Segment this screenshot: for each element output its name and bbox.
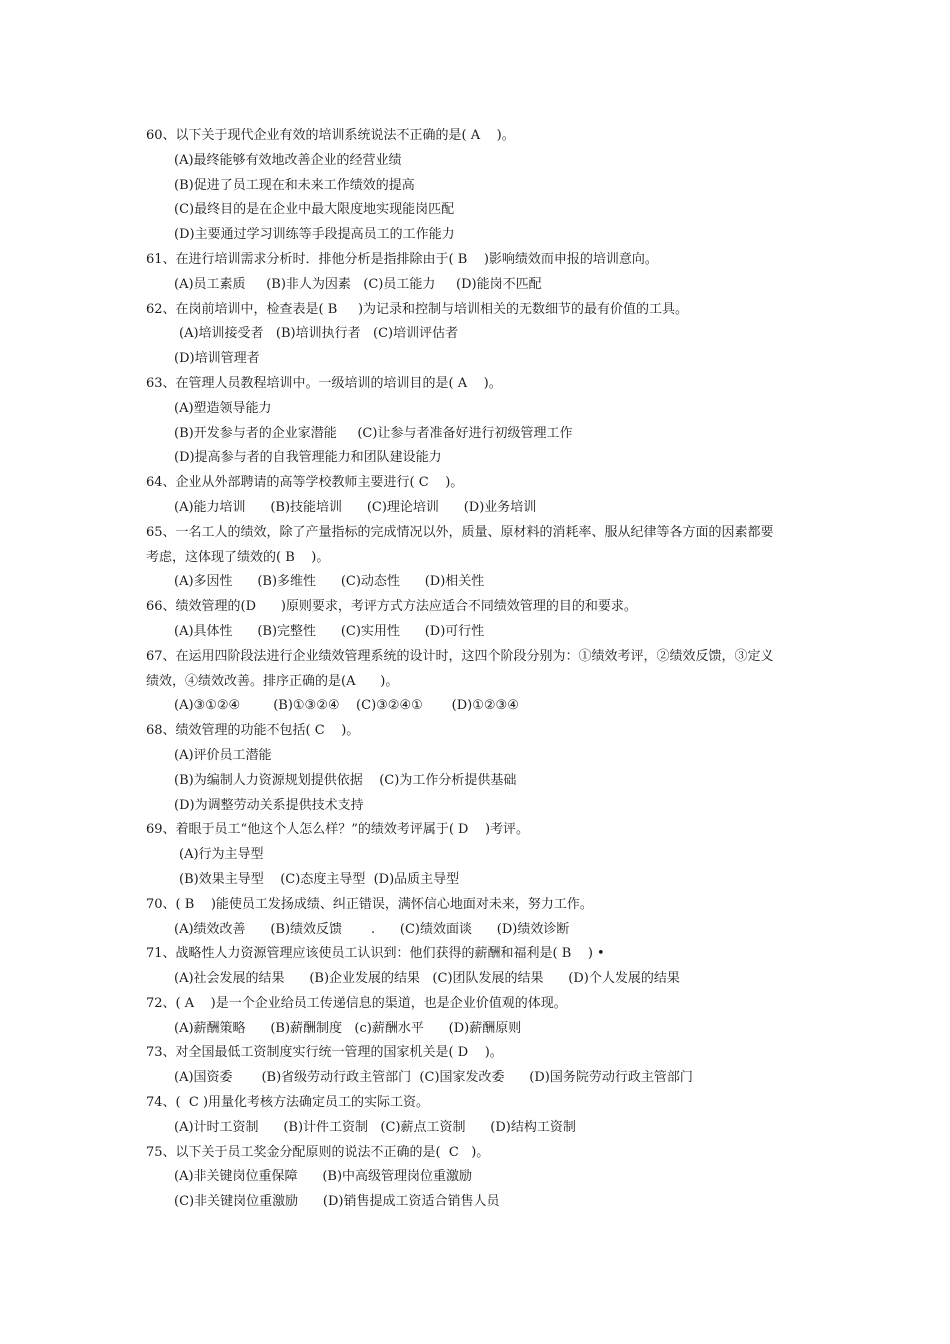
question-line: 72、( A )是一个企业给员工传递信息的渠道，也是企业价值观的体现。	[146, 995, 567, 1011]
option-line: (A)绩效改善 (B)绩效反馈 . (C)绩效面谈 (D)绩效诊断	[174, 921, 570, 937]
option-line: (C)最终目的是在企业中最大限度地实现能岗匹配	[174, 202, 455, 218]
option-line: (A)行为主导型	[179, 847, 264, 863]
question-line: 64、企业从外部聘请的高等学校教师主要进行( C )。	[146, 475, 464, 491]
option-line: (A)培训接受者 (B)培训执行者 (C)培训评估者	[179, 326, 459, 342]
question-line: 75、以下关于员工奖金分配原则的说法不正确的是( C )。	[146, 1144, 490, 1160]
option-line: (A)能力培训 (B)技能培训 (C)理论培训 (D)业务培训	[174, 499, 537, 515]
option-line: (A)具体性 (B)完整性 (C)实用性 (D)可行性	[174, 623, 485, 639]
option-line: (D)主要通过学习训练等手段提高员工的工作能力	[174, 227, 455, 243]
option-line: (B)效果主导型 (C)态度主导型 (D)品质主导型	[179, 871, 460, 887]
option-line: (A)计时工资制 (B)计件工资制 (C)薪点工资制 (D)结构工资制	[174, 1119, 576, 1135]
question-line: 68、绩效管理的功能不包括( C )。	[146, 723, 360, 739]
option-line: (D)提高参与者的自我管理能力和团队建设能力	[174, 450, 442, 466]
question-line: 考虑，这体现了绩效的( B )。	[146, 549, 330, 565]
question-list	[146, 124, 816, 1215]
question-line: 74、( C )用量化考核方法确定员工的实际工资。	[146, 1095, 430, 1111]
question-line: 73、对全国最低工资制度实行统一管理的国家机关是( D )。	[146, 1045, 503, 1061]
question-line: 绩效，④绩效改善。排序正确的是(A )。	[146, 673, 399, 689]
option-line: (C)非关键岗位重激励 (D)销售提成工资适合销售人员	[174, 1194, 500, 1210]
option-line: (A)国资委 (B)省级劳动行政主管部门 (C)国家发改委 (D)国务院劳动行政主管部门	[174, 1070, 693, 1086]
option-line: (A)评价员工潜能	[174, 747, 272, 763]
option-line: (A)塑造领导能力	[174, 400, 272, 416]
question-line: 69、着眼于员工“他这个人怎么样？”的绩效考评属于( D )考评。	[146, 822, 530, 838]
option-line: (A)薪酬策略 (B)薪酬制度 (c)薪酬水平 (D)薪酬原则	[174, 1020, 522, 1036]
question-line: 60、以下关于现代企业有效的培训系统说法不正确的是( A )。	[146, 128, 515, 143]
option-line: (D)为调整劳动关系提供技术支持	[174, 797, 364, 813]
option-line: (A)③①②④ (B)①③②④ (C)③②④① (D)①②③④	[174, 698, 519, 714]
option-line: (B)促进了员工现在和未来工作绩效的提高	[174, 177, 415, 193]
option-line: (A)员工素质 (B)非人为因素 (C)员工能力 (D)能岗不匹配	[174, 276, 542, 292]
option-line: (B)开发参与者的企业家潜能 (C)让参与者准备好进行初级管理工作	[174, 425, 573, 441]
option-line: (B)为编制人力资源规划提供依据 (C)为工作分析提供基础	[174, 772, 517, 788]
question-line: 65、一名工人的绩效，除了产量指标的完成情况以外，质量、原材料的消耗率、服从纪律等各方面的因素都要	[146, 524, 774, 540]
question-line: 61、在进行培训需求分析时．排他分析是指排除由于( B )影响绩效而申报的培训意向。	[146, 251, 658, 267]
option-line: (A)最终能够有效地改善企业的经营业绩	[174, 152, 402, 168]
question-line: 70、( B )能使员工发扬成绩、纠正错误，满怀信心地面对未来，努力工作。	[146, 896, 593, 912]
option-line: (A)多因性 (B)多维性 (C)动态性 (D)相关性	[174, 574, 485, 590]
question-line: 63、在管理人员教程培训中。一级培训的培训目的是( A )。	[146, 375, 502, 391]
question-line: 66、绩效管理的(D )原则要求，考评方式方法应适合不同绩效管理的目的和要求。	[146, 599, 637, 615]
option-line: (D)培训管理者	[174, 351, 260, 367]
question-line: 71、战略性人力资源管理应该使员工认识到：他们获得的薪酬和福利是( B ) •	[146, 946, 605, 962]
option-line: (A)非关键岗位重保障 (B)中高级管理岗位重激励	[174, 1169, 473, 1185]
question-line: 67、在运用四阶段法进行企业绩效管理系统的设计时，这四个阶段分别为：①绩效考评，②绩效反馈，③定义	[146, 648, 774, 664]
question-line: 62、在岗前培训中，检查表是( B )为记录和控制与培训相关的无数细节的最有价值的工具。	[146, 301, 689, 317]
option-line: (A)社会发展的结果 (B)企业发展的结果 (C)团队发展的结果 (D)个人发展的结果	[174, 971, 680, 987]
